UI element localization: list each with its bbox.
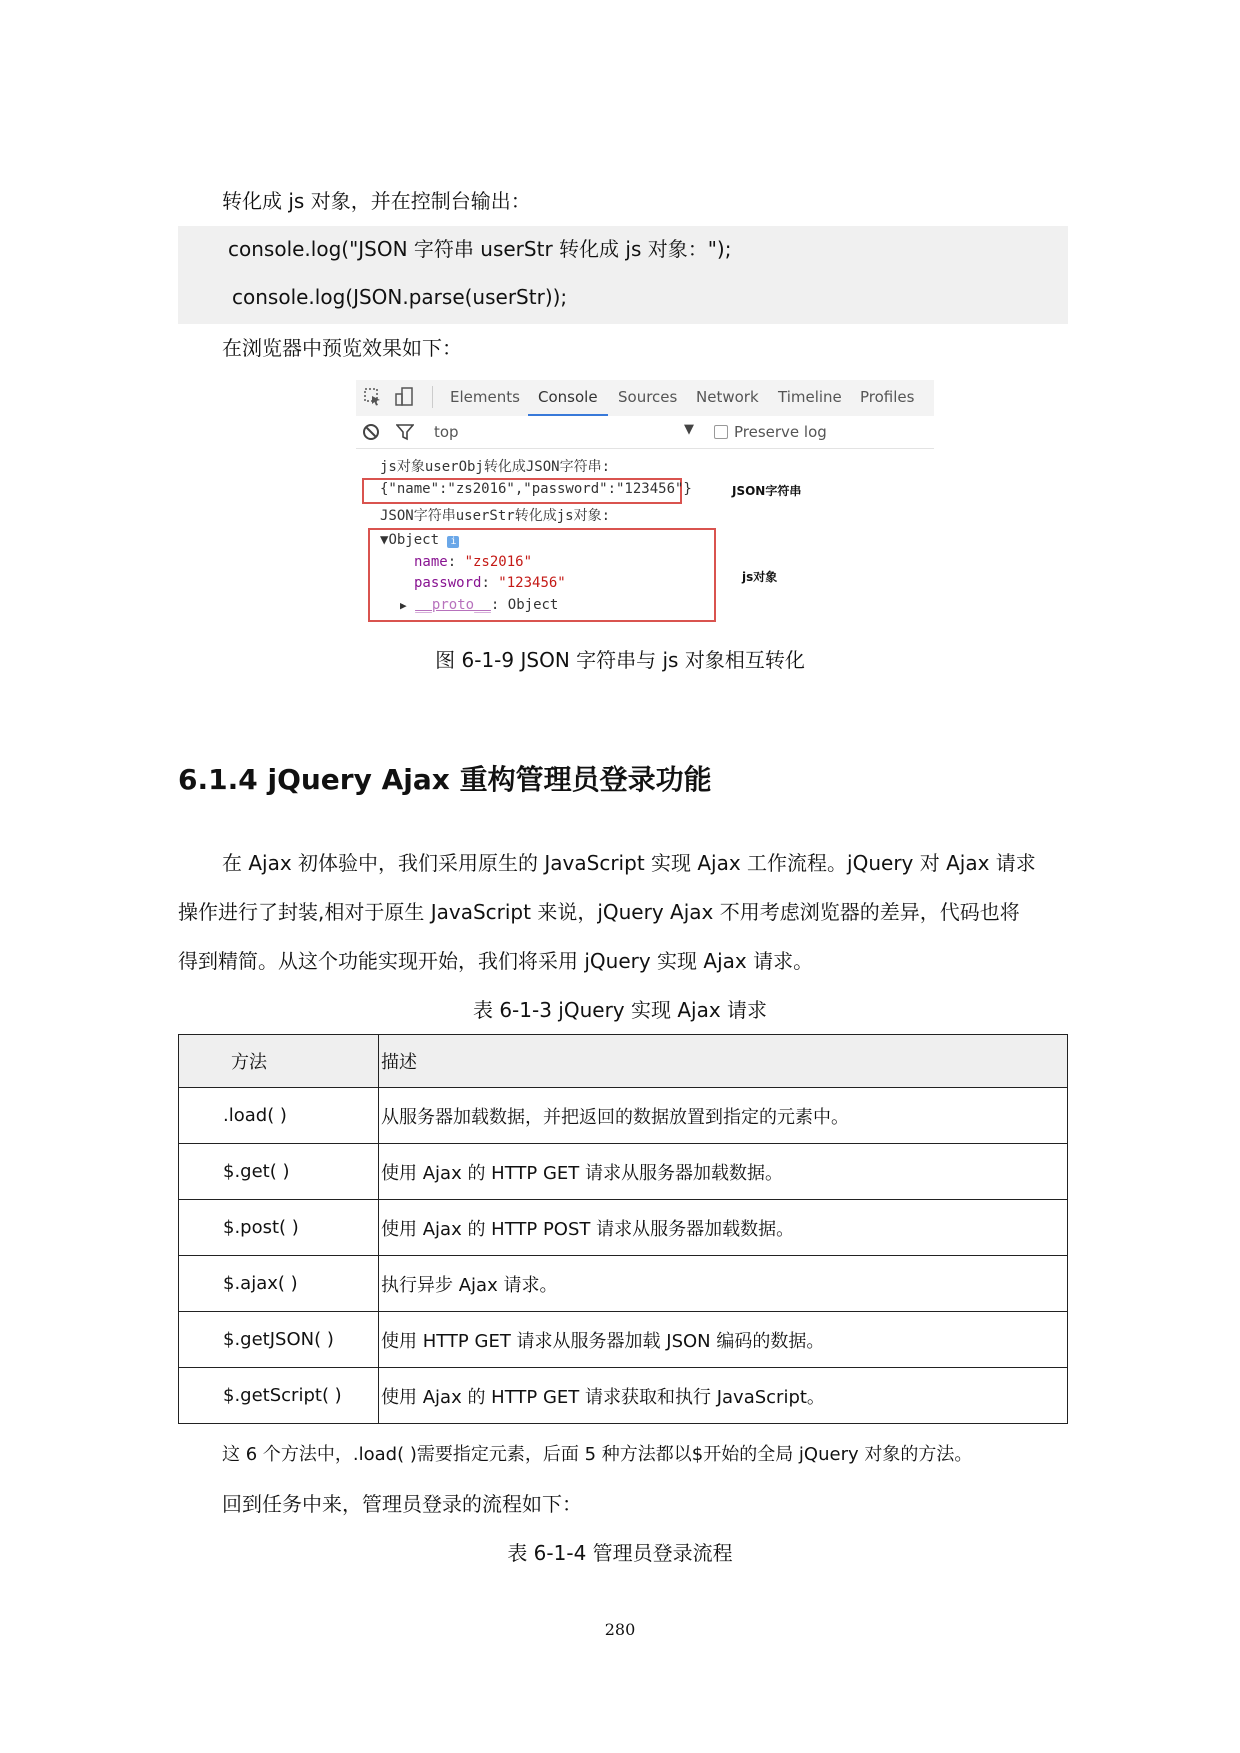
method-cell: $.ajax( ) (179, 1256, 379, 1312)
info-icon: i (447, 536, 459, 548)
login-flow-line: 回到任务中来，管理员登录的流程如下： (222, 1492, 582, 1516)
description-cell: 使用 HTTP GET 请求从服务器加载 JSON 编码的数据。 (379, 1312, 1068, 1368)
body-line-3: 得到精简。从这个功能实现开始，我们将采用 jQuery 实现 Ajax 请求。 (178, 949, 814, 973)
context-selector[interactable]: top (434, 423, 459, 441)
devtools-tab-bar (356, 380, 934, 417)
filter-icon[interactable] (396, 423, 414, 441)
json-string-output: {"name":"zs2016","password":"123456"} (380, 481, 692, 497)
after-table-line: 这 6 个方法中，.load( )需要指定元素，后面 5 种方法都以$开始的全局 jQuery 对象的方法。 (222, 1444, 973, 1465)
preserve-log-label: Preserve log (734, 423, 827, 441)
table-header-row (179, 1035, 1068, 1088)
object-tree-root[interactable]: ▼Object i (380, 532, 459, 548)
method-cell: $.get( ) (179, 1144, 379, 1200)
tab-timeline[interactable]: Timeline (778, 388, 842, 406)
tab-network[interactable]: Network (696, 388, 759, 406)
method-cell: $.post( ) (179, 1200, 379, 1256)
code-line-2: console.log(JSON.parse(userStr)); (232, 285, 568, 309)
table-row (179, 1312, 1068, 1368)
tab-elements[interactable]: Elements (450, 388, 520, 406)
intro-line: 转化成 js 对象，并在控制台输出： (222, 189, 531, 213)
tab-sources[interactable]: Sources (618, 388, 678, 406)
json-string-note: JSON字符串 (732, 484, 802, 498)
page-number: 280 (604, 1620, 636, 1639)
console-line-2: JSON字符串userStr转化成js对象: (380, 508, 611, 524)
object-prop-name: name: "zs2016" (414, 554, 533, 570)
console-toolbar (356, 416, 934, 449)
js-object-note: js对象 (742, 570, 778, 584)
preserve-log-checkbox[interactable] (714, 425, 728, 439)
toolbar-divider (432, 386, 433, 408)
figure-caption: 图 6-1-9 JSON 字符串与 js 对象相互转化 (435, 648, 805, 672)
table-row (179, 1088, 1068, 1144)
method-cell: $.getScript( ) (179, 1368, 379, 1424)
table-row (179, 1368, 1068, 1424)
description-cell: 执行异步 Ajax 请求。 (379, 1256, 1068, 1312)
table-header-cell: 描述 (379, 1035, 1068, 1088)
expand-triangle-icon[interactable]: ▼ (380, 532, 389, 548)
method-cell: .load( ) (179, 1088, 379, 1144)
description-cell: 使用 Ajax 的 HTTP GET 请求获取和执行 JavaScript。 (379, 1368, 1068, 1424)
table-row (179, 1256, 1068, 1312)
code-block (178, 226, 1068, 324)
description-cell: 使用 Ajax 的 HTTP POST 请求从服务器加载数据。 (379, 1200, 1068, 1256)
devtools-screenshot (356, 380, 934, 624)
clear-console-icon[interactable] (362, 423, 380, 441)
object-prop-password: password: "123456" (414, 575, 566, 591)
console-line-1: js对象userObj转化成JSON字符串: (380, 459, 611, 475)
body-line-2: 操作进行了封装,相对于原生 JavaScript 来说，jQuery Ajax 不用考虑浏览器的差异，代码也将 (178, 900, 1020, 924)
table2-caption: 表 6-1-4 管理员登录流程 (507, 1541, 733, 1565)
tab-console[interactable]: Console (538, 388, 598, 406)
context-dropdown-arrow-icon[interactable]: ▼ (684, 422, 694, 437)
description-cell: 从服务器加载数据，并把返回的数据放置到指定的元素中。 (379, 1088, 1068, 1144)
inspect-icon (364, 388, 382, 406)
code-line-1: console.log("JSON 字符串 userStr 转化成 js 对象："); (228, 237, 732, 261)
method-cell: $.getJSON( ) (179, 1312, 379, 1368)
device-icon (394, 387, 414, 407)
table-row (179, 1144, 1068, 1200)
table-caption: 表 6-1-3 jQuery 实现 Ajax 请求 (472, 998, 768, 1022)
collapse-triangle-icon[interactable]: ▶ (400, 599, 407, 612)
tab-profiles[interactable]: Profiles (860, 388, 915, 406)
methods-table (178, 1034, 1068, 1424)
preview-line: 在浏览器中预览效果如下： (222, 336, 462, 360)
object-proto[interactable]: ▶ __proto__: Object (400, 597, 559, 613)
table-header-cell: 方法 (179, 1035, 379, 1088)
body-line-1: 在 Ajax 初体验中，我们采用原生的 JavaScript 实现 Ajax 工作流程。jQuery 对 Ajax 请求 (222, 851, 1036, 875)
table-row (179, 1200, 1068, 1256)
section-heading: 6.1.4 jQuery Ajax 重构管理员登录功能 (178, 763, 712, 796)
description-cell: 使用 Ajax 的 HTTP GET 请求从服务器加载数据。 (379, 1144, 1068, 1200)
